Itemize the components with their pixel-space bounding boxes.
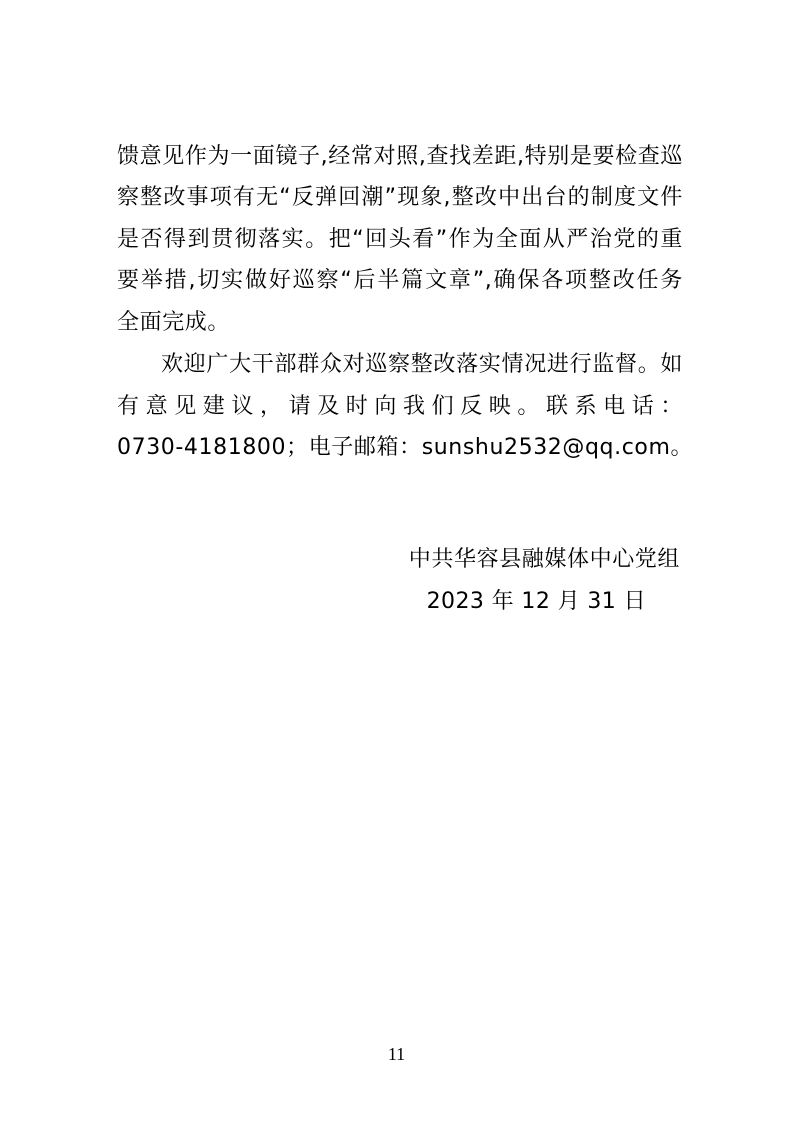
paragraph-line: 全面完成。 [117, 310, 231, 335]
signature-date: 2023 年 12 月 31 日 [426, 589, 646, 614]
paragraph-line: 要举措,切实做好巡察“后半篇文章”,确保各项整改任务 [117, 268, 683, 293]
paragraph-line: 欢迎广大干部群众对巡察整改落实情况进行监督。如 [161, 352, 683, 377]
contact-line: 0730-4181800；电子邮箱：sunshu2532@qq.com。 [117, 435, 694, 460]
page-number: 11 [387, 1044, 406, 1064]
paragraph-line: 是否得到贯彻落实。把“回头看”作为全面从严治党的重 [117, 227, 683, 252]
paragraph-line: 馈意见作为一面镜子,经常对照,查找差距,特别是要检查巡 [117, 144, 683, 169]
paragraph-line: 有意见建议，请及时向我们反映。联系电话： [117, 394, 683, 419]
paragraph-line: 察整改事项有无“反弹回潮”现象,整改中出台的制度文件 [117, 185, 683, 210]
signature-organization: 中共华容县融媒体中心党组 [408, 547, 680, 572]
